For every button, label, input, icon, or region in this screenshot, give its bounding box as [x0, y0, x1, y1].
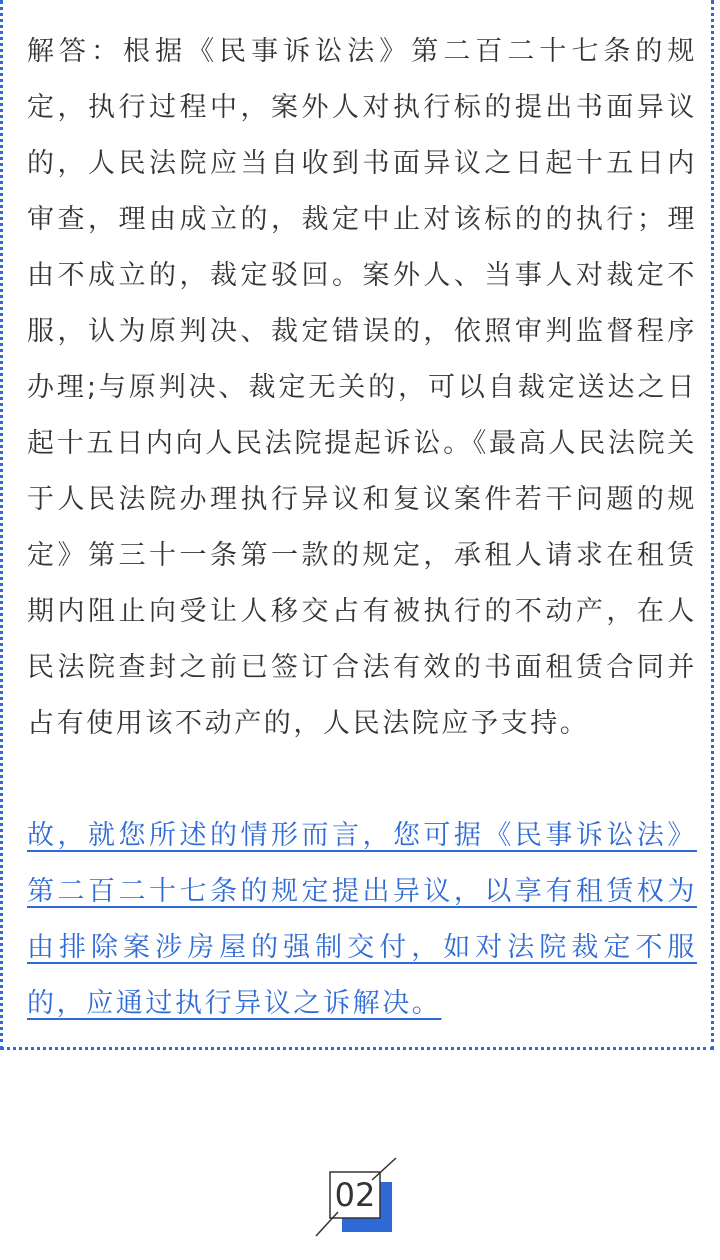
- answer-paragraph: 解答：根据《民事诉讼法》第二百二十七条的规定，执行过程中，案外人对执行标的提出书面异议的，人民法院应当自收到书面异议之日起十五日内审查，理由成立的，裁定中止对该标的的执行；理由不成立的，裁定驳回。案外人、当事人对裁定不服，认为原判决、裁定错误的，依照审判监督程序办理;与原判决、裁定无关的，可以自裁定送达之日起十五日内向人民法院提起诉讼。《最高人民法院关于人民法院办理执行异议和复议案件若干问题的规定》第三十一条第一款的规定，承租人请求在租赁期内阻止向受让人移交占有被执行的不动产，在人民法院查封之前已签订合法有效的书面租赁合同并占有使用该不动产的，人民法院应予支持。: [27, 36, 697, 739]
- section-number-badge: [310, 1150, 410, 1250]
- section-number: 02: [334, 1176, 376, 1214]
- conclusion-link[interactable]: 故，就您所述的情形而言，您可据《民事诉讼法》第二百二十七条的规定提出异议，以享有租赁权为由排除案涉房屋的强制交付，如对法院裁定不服的，应通过执行异议之诉解决。: [27, 820, 697, 1019]
